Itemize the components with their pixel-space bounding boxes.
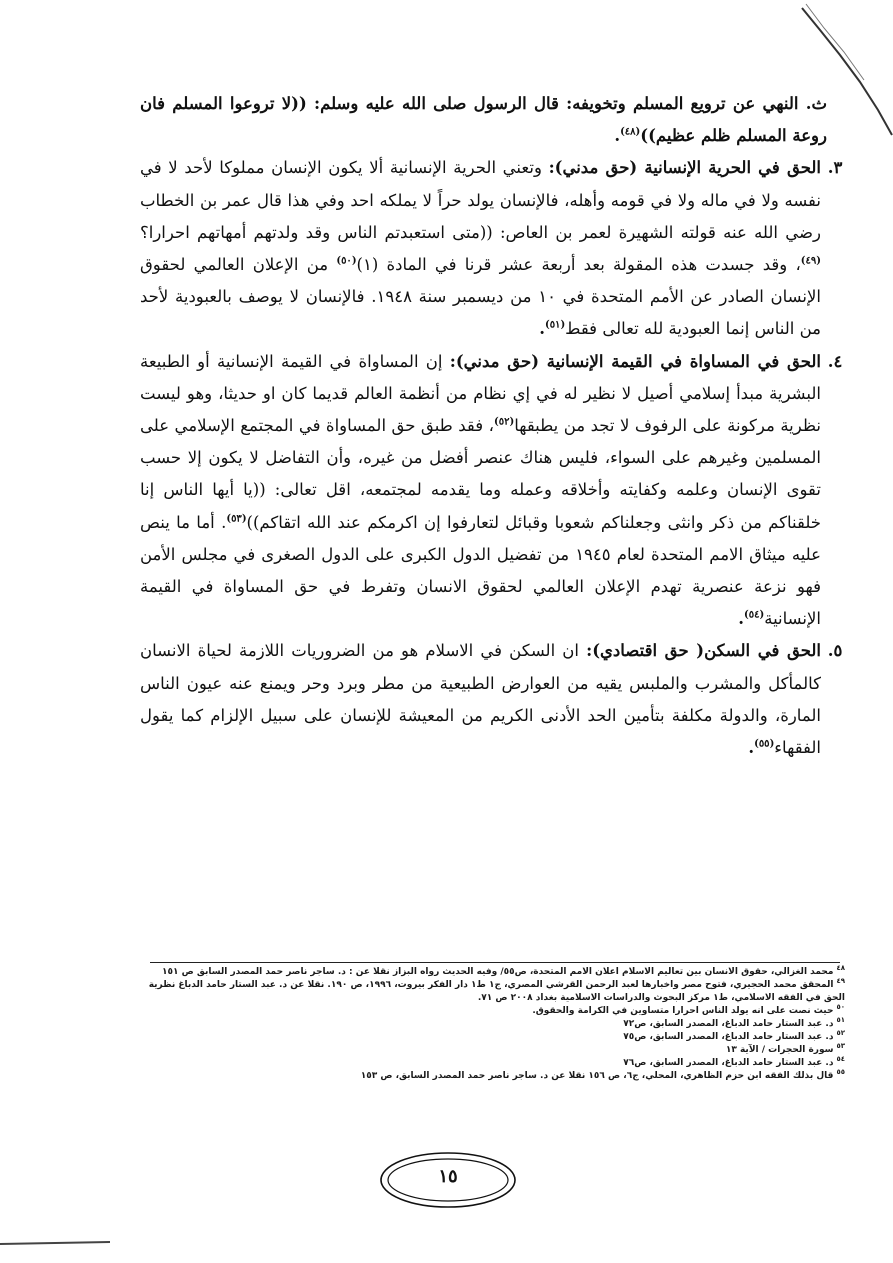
footnotes-section	[140, 966, 845, 1083]
footnote-ref-55[interactable]: (٥٥)	[754, 738, 775, 750]
item-4-heading: الحق في المساواة في القيمة الإنسانية (حق مدني):	[449, 351, 821, 371]
item-4-body-2: ، فقد طبق حق المساواة في المجتمع الإسلامي على المسلمين وغيرهم على السواء، فليس هناك عنصر أفضل من غيره، وأن التفاضل لا يكون إلا حسب تقوى الإنسان وعلمه وكفايته وأخلاقه وعمله وما يقدمه لمجتمعه، اقل تعالى: ((يا أيها الناس إنا خلقناكم من ذكر وانثى وجعلناكم شعوبا وقبائل لتعارفوا إن اكرمكم عند الله اتقاكم))	[140, 416, 821, 532]
footnote-text: قال بذلك الفقه ابن حزم الظاهري، المحلي، ج٦، ص ١٥٦ نقلا عن د. ساجر ناصر حمد المصدر السابق، ص ١٥٣	[360, 1071, 834, 1081]
item-3-heading: الحق في الحرية الإنسانية (حق مدني):	[548, 158, 821, 178]
paragraph-tha-text: ث. النهي عن ترويع المسلم وتخويفه: قال الرسول صلى الله عليه وسلم: ((لا تروعوا المسلم فان روعة المسلم ظلم عظيم))	[140, 94, 827, 146]
item-4-end: .	[738, 609, 745, 629]
footnote-ref-50[interactable]: (٥٠)	[336, 255, 357, 267]
footnote-ref-49[interactable]: (٤٩)	[800, 255, 821, 267]
footnote-text: المحقق محمد الحجيري، فتوح مصر واخبارها لعبد الرحمن القرشي المصري، ج١ ط١ دار الفكر بيروت، ١٩٩٦، ص ١٩٠. نقلا عن د. عبد الستار حامد الدباغ نظرية الحق في الفقه الاسلامي، ط١ مركز البحوث والدراسات الاسلامية بغداد ٢٠٠٨ ص ٧١.	[148, 980, 845, 1003]
item-3-end: .	[539, 319, 545, 339]
scan-artifact-bottom	[0, 1238, 120, 1248]
footnote-52: ٥٢د. عبد الستار حامد الدباغ، المصدر السابق، ص٧٥	[623, 1029, 845, 1042]
list-number-3: ٣.	[827, 158, 843, 178]
footnote-text: محمد الغزالي، حقوق الانسان بين تعاليم الاسلام اعلان الامم المتحدة، ص٥٥/ وفيه الحديث رواه البزاز نقلا عن : د. ساجر ناصر حمد المصدر السابق ص ١٥١	[161, 967, 834, 977]
footnote-54: ٥٤د. عبد الستار حامد الدباغ، المصدر السابق، ص٧٦	[623, 1055, 845, 1068]
document-body	[140, 88, 845, 764]
list-item-5	[140, 635, 845, 764]
item-3-body-1: وتعني الحرية الإنسانية ألا يكون الإنسان مملوكا لأحد لا في نفسه ولا في ماله ولا في قومه وأهله، فالإنسان يولد حراً لا يملكه احد وفي هذا قال عمر بن الخطاب رضي الله عنه قولته الشهيرة لعمر بن العاص: ((متى استعبدتم الناس وقد ولدتهم أمهاتهم احرارا؟	[140, 158, 821, 242]
footnote-55: ٥٥قال بذلك الفقه ابن حزم الظاهري، المحلي، ج٦، ص ١٥٦ نقلا عن د. ساجر ناصر حمد المصدر السابق، ص ١٥٣	[360, 1068, 845, 1081]
footnote-ref-52[interactable]: (٥٢)	[493, 416, 515, 428]
footnote-text: د. عبد الستار حامد الدباغ، المصدر السابق، ص٧٢	[623, 1019, 834, 1029]
paragraph-tha: ث. النهي عن ترويع المسلم وتخويفه: قال الرسول صلى الله عليه وسلم: ((لا تروعوا المسلم فان روعة المسلم ظلم عظيم))$^{(٤٨)}$.	[140, 94, 827, 146]
footnote-text: سورة الحجرات / الآية ١٣	[725, 1045, 834, 1055]
footnote-ref-53[interactable]: (٥٣)	[226, 513, 247, 525]
footnote-ref-51[interactable]: (٥١)	[544, 319, 566, 331]
footnote-ref-48[interactable]: (٤٨)	[620, 126, 641, 138]
list-item-3	[140, 152, 845, 345]
item-4-body-1: إن المساواة في القيمة الإنسانية أو الطبيعة البشرية مبدأ إسلامي أصيل لا نظير له في إي نظام من أنظمة العالم قديما كان او حديثا، وهو ليست نظرية مركونة على الرفوف لا تجد من يطبقها	[140, 351, 821, 436]
footnote-text: د. عبد الستار حامد الدباغ، المصدر السابق، ص٧٦	[623, 1058, 834, 1068]
footnote-separator	[150, 962, 840, 963]
footnote-ref-54[interactable]: (٥٤)	[744, 609, 765, 621]
footnote-53: ٥٣سورة الحجرات / الآية ١٣	[725, 1042, 845, 1055]
footnote-51: ٥١د. عبد الستار حامد الدباغ، المصدر السابق، ص٧٢	[623, 1016, 845, 1029]
item-4-body-3: . أما ما ينص عليه ميثاق الامم المتحدة لعام ١٩٤٥ من تفضيل الدول الكبرى على الدول الصغرى في مجلس الأمن فهو نزعة عنصرية تهدم الإعلان العالمي لحقوق الانسان وتفرط في حق المساواة في القيمة الإنسانية	[140, 512, 821, 629]
list-item-4	[140, 346, 845, 636]
footnote-48: ٤٨محمد الغزالي، حقوق الانسان بين تعاليم الاسلام اعلان الامم المتحدة، ص٥٥/ وفيه الحديث رواه البزاز نقلا عن : د. ساجر ناصر حمد المصدر السابق ص ١٥١	[161, 964, 845, 977]
item-5-heading: الحق في السكن( حق اقتصادي):	[586, 641, 821, 661]
page-number: ١٥	[438, 1166, 458, 1187]
item-5-body-1: ان السكن في الاسلام هو من الضروريات اللازمة لحياة الانسان كالمأكل والمشرب والملبس يقيه من العوارض الطبيعية من مطر وبرد وحر ويمنع عنه عيون الناس المارة، والدولة مكلفة بتأمين الحد الأدنى الكريم من المعيشة للإنسان على سبيل الإلزام كما يقول الفقهاء	[140, 641, 821, 758]
list-number-4: ٤.	[827, 351, 843, 371]
item-5-end: .	[748, 738, 755, 758]
item-3-body-3: من الإعلان العالمي لحقوق الإنسان الصادر عن الأمم المتحدة في ١٠ من ديسمبر سنة ١٩٤٨. فالإنسان لا يوصف بالعبودية لأحد من الناس إنما العبودية لله تعالى فقط	[140, 255, 821, 339]
footnote-text: د. عبد الستار حامد الدباغ، المصدر السابق، ص٧٥	[623, 1032, 834, 1042]
list-number-5: ٥.	[827, 641, 843, 661]
footnote-49: ٤٩المحقق محمد الحجيري، فتوح مصر واخبارها لعبد الرحمن القرشي المصري، ج١ ط١ دار الفكر بيروت، ١٩٩٦، ص ١٩٠. نقلا عن د. عبد الستار حامد الدباغ نظرية الحق في الفقه الاسلامي، ط١ مركز البحوث والدراسات الاسلامية بغداد ٢٠٠٨ ص ٧١.	[148, 977, 845, 1003]
footnote-text: حيث نصت على انه يولد الناس احرارا متساوين في الكرامة والحقوق.	[532, 1006, 834, 1016]
item-3-body-2: ، وقد جسدت هذه المقولة بعد أربعة عشر قرنا في المادة (١)	[356, 255, 801, 275]
footnote-50: ٥٠حيث نصت على انه يولد الناس احرارا متساوين في الكرامة والحقوق.	[532, 1003, 845, 1016]
